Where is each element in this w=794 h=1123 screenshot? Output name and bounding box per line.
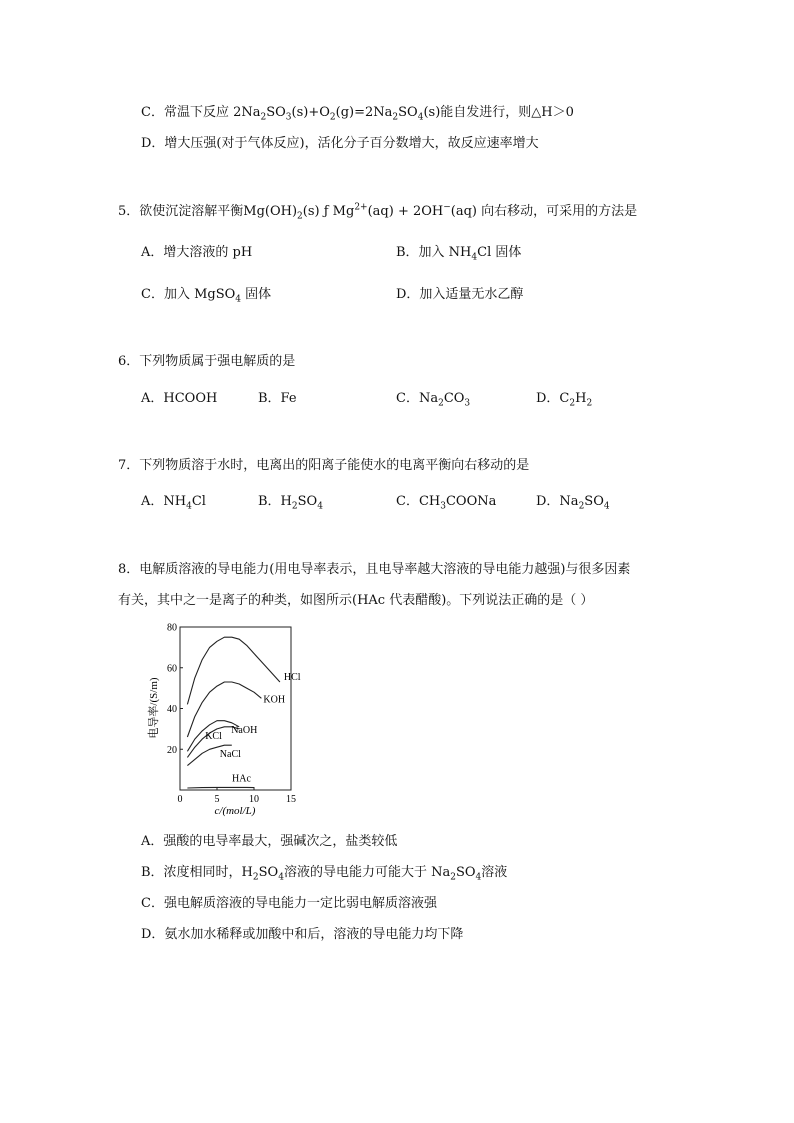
x-tick-label: 10	[249, 794, 259, 805]
q8-option-d: D．氨水加水稀释或加酸中和后，溶液的导电能力均下降	[141, 927, 464, 942]
series-label-naoh: NaOH	[231, 724, 258, 736]
y-tick-label: 20	[167, 744, 177, 756]
q8-option-b: B．浓度相同时，$H_2SO_4$溶液的导电能力可能大于 $Na_2SO_4$溶液	[141, 865, 508, 883]
plot-frame	[180, 627, 291, 790]
q6-option-d: D．$C_2H_2$	[536, 391, 593, 409]
q7-option-c: C．$CH_3COONa$	[396, 494, 497, 512]
x-tick-label: 5	[214, 794, 220, 805]
x-tick-label: 0	[177, 794, 183, 805]
q7-option-a: A．$NH_4Cl$	[141, 494, 206, 512]
x-tick-label: 15	[286, 794, 296, 805]
q7-option-b: B．$H_2SO_4$	[258, 494, 323, 512]
x-axis-label: c/(mol/L)	[214, 805, 256, 817]
q7-option-d: D．$Na_2SO_4$	[536, 494, 610, 512]
series-label-koh: KOH	[263, 694, 286, 706]
y-tick-label: 80	[167, 622, 177, 634]
conductivity-chart	[145, 618, 315, 818]
series-label-hcl: HCl	[283, 672, 301, 684]
q6-option-a: A．HCOOH	[141, 391, 218, 406]
q4-option-c: C．常温下反应 $2Na_2SO_3(s)+O_2(g)=2Na_2SO_4(s)$能自发进行，则△H＞0	[141, 105, 574, 123]
q8-option-a: A．强酸的电导率最大，强碱次之，盐类较低	[141, 834, 398, 849]
series-line-hac	[187, 787, 254, 788]
y-axis-label: 电导率/(S/m)	[148, 677, 160, 739]
q8-stem-line1: 8．电解质溶液的导电能力(用电导率表示，且电导率越大溶液的导电能力越强)与很多因素	[118, 562, 631, 577]
q6-stem: 6．下列物质属于强电解质的是	[118, 354, 296, 369]
q4-option-d: D．增大压强(对于气体反应)，活化分子百分数增大，故反应速率增大	[141, 136, 539, 151]
q5-option-a: A．增大溶液的 pH	[141, 245, 253, 260]
q5-option-c: C．加入 MgSO$_4$ 固体	[141, 287, 272, 305]
series-label-kcl: KCl	[205, 730, 222, 742]
q6-option-b: B．Fe	[258, 391, 297, 406]
q5-option-d: D．加入适量无水乙醇	[396, 287, 524, 302]
q8-option-c: C．强电解质溶液的导电能力一定比弱电解质溶液强	[141, 896, 437, 911]
y-tick-label: 60	[167, 663, 177, 675]
q8-stem-line2: 有关，其中之一是离子的种类，如图所示(HAc 代表醋酸)。下列说法正确的是（ ）	[118, 593, 594, 608]
q6-option-c: C．$Na_2CO_3$	[396, 391, 471, 409]
series-label-nacl: NaCl	[219, 749, 241, 761]
q5-option-b: B．加入 $NH_4Cl$ 固体	[396, 245, 522, 263]
q5-stem: 5．欲使沉淀溶解平衡$Mg(OH)_2(s)$ ƒ $Mg^{2+}(aq) + 2OH^-(aq)$ 向右移动，可采用的方法是	[118, 202, 638, 222]
series-label-hac: HAc	[232, 773, 251, 785]
y-tick-label: 40	[167, 704, 177, 715]
q7-stem: 7．下列物质溶于水时，电离出的阳离子能使水的电离平衡向右移动的是	[118, 458, 530, 473]
